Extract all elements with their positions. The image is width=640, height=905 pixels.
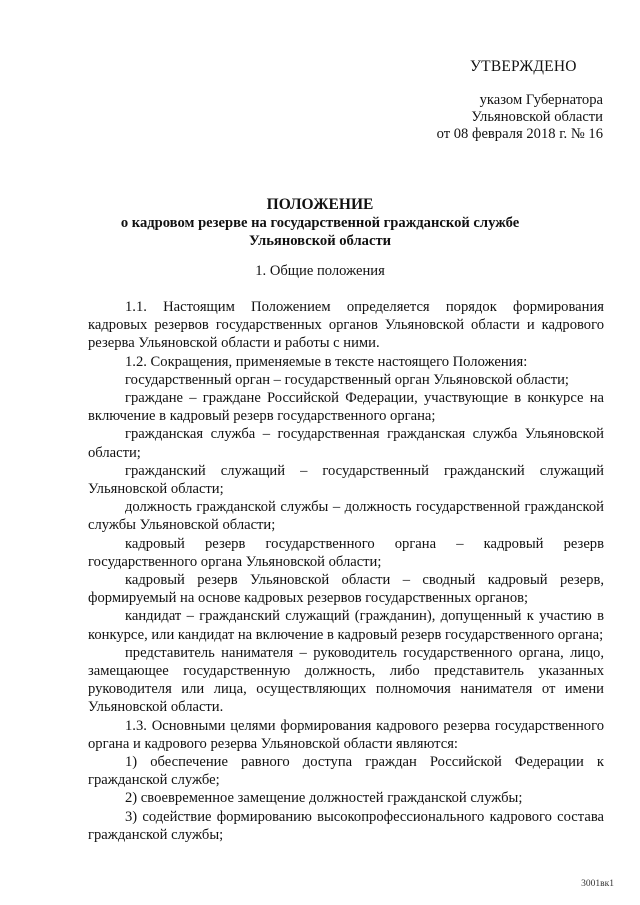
- approval-line-1: указом Губернатора: [479, 92, 603, 108]
- paragraph-1-1: 1.1. Настоящим Положением определяется порядок формирования кадровых резервов государственных органов Ульяновской области и кадрового резерва Ульяновской области и работы с ними.: [88, 299, 604, 352]
- definition-employer-representative: представитель нанимателя – руководитель государственного органа, лицо, замещающее государственную должность, либо представитель указанных руководителя или лица, осуществляющих полномочия нанимателя от имени Ульяновской области.: [88, 644, 604, 716]
- definition-candidate: кандидат – гражданский служащий (гражданин), допущенный к участию в конкурсе, или кандидат на включение в кадровый резерв государственного органа;: [88, 608, 604, 643]
- document-body: [88, 298, 604, 844]
- goal-item-3: 3) содействие формированию высокопрофессионального кадрового состава гражданской службы;: [88, 808, 604, 843]
- definition-region-reserve: кадровый резерв Ульяновской области – сводный кадровый резерв, формируемый на основе кадровых резервов государственных органов;: [88, 572, 604, 607]
- footer-code: 3001вк1: [581, 879, 614, 889]
- approval-title: УТВЕРЖДЕНО: [470, 58, 577, 75]
- definition-civil-servant: гражданский служащий – государственный гражданский служащий Ульяновской области;: [88, 462, 604, 498]
- paragraph-1-2: 1.2. Сокращения, применяемые в тексте настоящего Положения:: [125, 353, 528, 370]
- goal-item-1: 1) обеспечение равного доступа граждан Российской Федерации к гражданской службе;: [88, 754, 604, 789]
- definition-body-reserve: кадровый резерв государственного органа – кадровый резерв государственного органа Ульяновской области;: [88, 535, 604, 570]
- definition-state-body: государственный орган – государственный орган Ульяновской области;: [125, 371, 569, 388]
- approval-block: [303, 92, 603, 143]
- goal-item-2: 2) своевременное замещение должностей гражданской службы;: [125, 790, 523, 807]
- document-subtitle-line-2: Ульяновской области: [248, 233, 392, 249]
- approval-line-2: Ульяновской области: [471, 109, 603, 125]
- definition-civil-service: гражданская служба – государственная гражданская служба Ульяновской области;: [88, 426, 604, 461]
- approval-line-3: от 08 февраля 2018 г. № 16: [436, 126, 603, 142]
- document-title: ПОЛОЖЕНИЕ: [266, 196, 374, 213]
- document-subtitle-line-1: о кадровом резерве на государственной гражданской службе: [120, 215, 520, 231]
- document-title-block: [0, 196, 640, 250]
- definition-citizens: граждане – граждане Российской Федерации, участвующие в конкурсе на включение в кадровый резерв государственного органа;: [88, 390, 604, 425]
- definition-service-position: должность гражданской службы – должность государственной гражданской службы Ульяновской области;: [88, 499, 604, 534]
- paragraph-1-3: 1.3. Основными целями формирования кадрового резерва государственного органа и кадрового резерва Ульяновской области являются:: [88, 717, 604, 752]
- section-heading: 1. Общие положения: [255, 263, 385, 279]
